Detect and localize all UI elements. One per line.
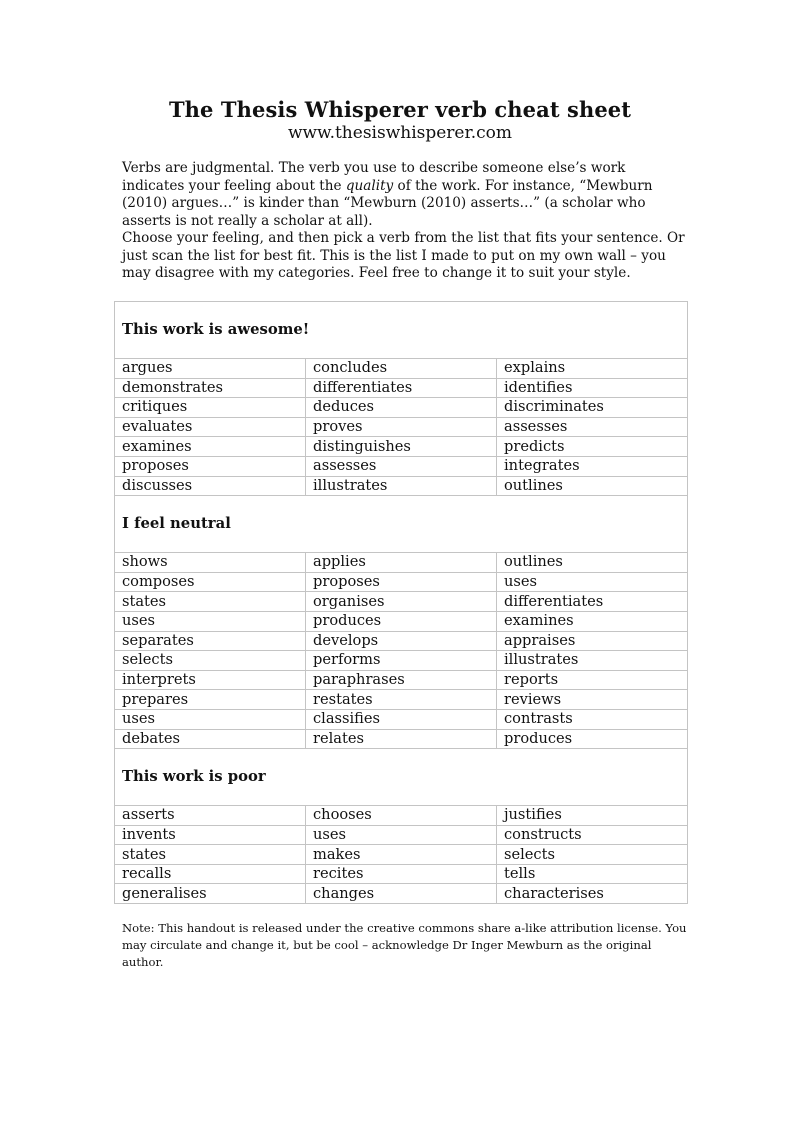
table-row (115, 378, 688, 398)
verb-cell: demonstrates (115, 378, 306, 398)
verb-cell: uses (115, 709, 306, 729)
verb-cell: asserts (115, 806, 306, 826)
verb-cell: discriminates (497, 398, 688, 418)
verb-cell: recites (306, 864, 497, 884)
verb-cell: uses (497, 572, 688, 592)
section-heading-row (115, 496, 688, 553)
verb-cell: relates (306, 729, 497, 749)
section-heading-row (115, 302, 688, 359)
verb-cell: proves (306, 417, 497, 437)
table-row (115, 806, 688, 826)
verb-cell: differentiates (497, 592, 688, 612)
intro-emphasis: quality (345, 177, 394, 194)
verb-cell: uses (306, 825, 497, 845)
verb-cell: justifies (497, 806, 688, 826)
verb-cell: deduces (306, 398, 497, 418)
verb-cell: discusses (115, 476, 306, 496)
table-row (115, 359, 688, 379)
verb-cell: separates (115, 631, 306, 651)
verb-cell: reviews (497, 690, 688, 710)
verb-cell: differentiates (306, 378, 497, 398)
table-row (115, 845, 688, 865)
verb-cell: tells (497, 864, 688, 884)
verb-cell: selects (497, 845, 688, 865)
verb-cell: invents (115, 825, 306, 845)
verb-cell: selects (115, 651, 306, 671)
table-row (115, 417, 688, 437)
website-url: www.thesiswhisperer.com (287, 123, 513, 143)
table-row (115, 553, 688, 573)
table-row (115, 884, 688, 904)
verb-table (114, 301, 688, 904)
intro-paragraph-1 (122, 160, 692, 230)
license-note: Note: This handout is released under the creative commons share a-like attribution license. You may circulate and change it, but be cool – acknowledge Dr Inger Mewburn as the original author. (122, 921, 687, 969)
verb-cell: assesses (306, 456, 497, 476)
verb-cell: produces (306, 611, 497, 631)
verb-cell: reports (497, 670, 688, 690)
verb-cell: organises (306, 592, 497, 612)
verb-cell: characterises (497, 884, 688, 904)
verb-cell: chooses (306, 806, 497, 826)
verb-cell: prepares (115, 690, 306, 710)
verb-cell: examines (115, 437, 306, 457)
verb-cell: evaluates (115, 417, 306, 437)
table-row (115, 572, 688, 592)
verb-cell: applies (306, 553, 497, 573)
verb-cell: shows (115, 553, 306, 573)
verb-cell: composes (115, 572, 306, 592)
section-heading: This work is awesome! (115, 302, 688, 359)
table-row (115, 651, 688, 671)
verb-cell: restates (306, 690, 497, 710)
verb-cell: recalls (115, 864, 306, 884)
table-row (115, 611, 688, 631)
verb-cell: interprets (115, 670, 306, 690)
table-row (115, 437, 688, 457)
table-row (115, 825, 688, 845)
table-row (115, 729, 688, 749)
verb-cell: proposes (115, 456, 306, 476)
verb-cell: states (115, 845, 306, 865)
verb-cell: illustrates (306, 476, 497, 496)
verb-cell: explains (497, 359, 688, 379)
verb-cell: distinguishes (306, 437, 497, 457)
verb-cell: assesses (497, 417, 688, 437)
verb-cell: generalises (115, 884, 306, 904)
intro-text: Verbs are judgmental. The verb you use to describe someone else’s work indicates your feeling about the (122, 160, 626, 194)
verb-cell: performs (306, 651, 497, 671)
table-row (115, 631, 688, 651)
table-row (115, 709, 688, 729)
intro-paragraph-2: Choose your feeling, and then pick a verb from the list that fits your sentence. Or just scan the list for best fit. This is the list I made to put on my own wall – you may disagree with my categories. Feel free to change it to suit your style. (122, 230, 685, 281)
verb-cell: classifies (306, 709, 497, 729)
verb-cell: concludes (306, 359, 497, 379)
verb-cell: examines (497, 611, 688, 631)
verb-cell: develops (306, 631, 497, 651)
table-row (115, 456, 688, 476)
verb-cell: changes (306, 884, 497, 904)
verb-cell: contrasts (497, 709, 688, 729)
table-row (115, 476, 688, 496)
verb-cell: outlines (497, 476, 688, 496)
verb-cell: outlines (497, 553, 688, 573)
verb-cell: produces (497, 729, 688, 749)
intro-text: of the work. For instance, “Mewburn (2010) argues…” is kinder than “Mewburn (2010) asserts…” (a scholar who asserts is not really a scholar at all). (122, 177, 653, 229)
verb-cell: states (115, 592, 306, 612)
verb-cell: argues (115, 359, 306, 379)
verb-cell: critiques (115, 398, 306, 418)
verb-cell: proposes (306, 572, 497, 592)
table-row (115, 864, 688, 884)
section-heading: I feel neutral (115, 496, 688, 553)
table-row (115, 670, 688, 690)
verb-cell: predicts (497, 437, 688, 457)
table-row (115, 592, 688, 612)
table-row (115, 690, 688, 710)
verb-cell: identifies (497, 378, 688, 398)
verb-cell: makes (306, 845, 497, 865)
section-heading-row (115, 749, 688, 806)
verb-cell: integrates (497, 456, 688, 476)
section-heading: This work is poor (115, 749, 688, 806)
verb-cell: constructs (497, 825, 688, 845)
verb-cell: appraises (497, 631, 688, 651)
verb-cell: uses (115, 611, 306, 631)
verb-cell: paraphrases (306, 670, 497, 690)
page-title: The Thesis Whisperer verb cheat sheet (168, 97, 632, 122)
table-row (115, 398, 688, 418)
verb-cell: illustrates (497, 651, 688, 671)
verb-cell: debates (115, 729, 306, 749)
